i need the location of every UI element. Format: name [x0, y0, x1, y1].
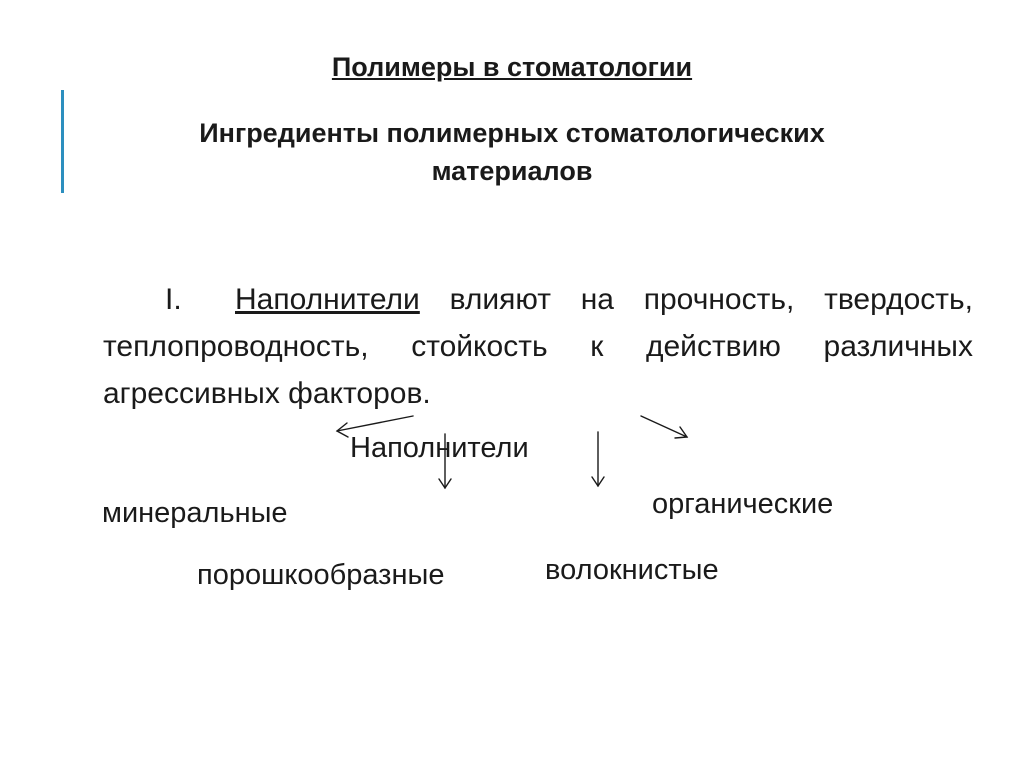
diagram-powder: порошкообразные — [197, 559, 445, 591]
diagram-root: Наполнители — [350, 432, 529, 464]
diagram-mineral: минеральные — [102, 497, 288, 529]
arrow-left-icon — [337, 416, 413, 437]
paragraph-keyword: Наполнители — [235, 283, 420, 316]
diagram-fibrous: волокнистые — [545, 554, 719, 586]
diagram-organic: органические — [652, 488, 834, 520]
arrow-down-right-icon — [592, 432, 604, 486]
paragraph-text: влияют на прочность, твердость, теплопроводность, стойкость к действию различных агрессивных факторов. — [103, 283, 973, 410]
section-numeral: I. — [165, 283, 182, 316]
slide-title: Полимеры в стоматологии — [331, 52, 693, 82]
slide-subtitle: Ингредиенты полимерных стоматологических материалов — [199, 118, 825, 186]
arrow-right-icon — [641, 416, 687, 438]
arrow-down-left-icon — [439, 434, 451, 488]
